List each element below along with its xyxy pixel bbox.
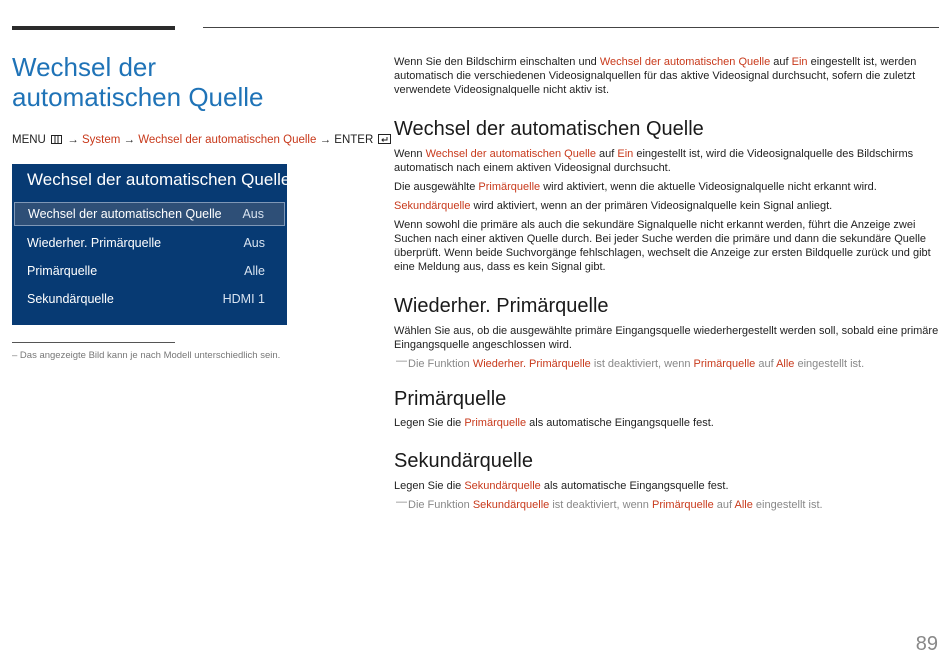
path-system: System xyxy=(81,134,121,146)
osd-row-primary-source-recovery[interactable] xyxy=(14,231,285,255)
section-heading-primary-source: Primärquelle xyxy=(394,388,507,410)
note-dash: ― xyxy=(396,496,407,508)
osd-row-value: HDMI 1 xyxy=(222,292,265,306)
note-dash: ― xyxy=(396,355,407,367)
paragraph: Wenn Wechsel der automatischen Quelle auf Ein eingestellt ist, wird die Videosignalquelle des Bildschirms automatisch nach einem aktiven Videosignal durchsucht. xyxy=(394,148,914,174)
page-title: Wechsel der automatischen Quelle xyxy=(12,52,264,112)
footnote-rule xyxy=(12,342,175,343)
osd-row-value: Alle xyxy=(244,264,265,278)
paragraph: Sekundärquelle wird aktiviert, wenn an der primären Videosignalquelle kein Signal anliegt. xyxy=(394,200,833,212)
enter-icon xyxy=(378,134,391,147)
osd-row-label: Primärquelle xyxy=(27,264,98,278)
header-rule-thin xyxy=(203,27,939,28)
osd-row-secondary-source[interactable] xyxy=(14,287,285,311)
menu-label: MENU xyxy=(12,134,46,146)
osd-row-auto-source-switch[interactable] xyxy=(14,202,285,226)
header-rule-dark xyxy=(12,26,175,30)
menu-path xyxy=(12,134,393,147)
osd-row-value: Aus xyxy=(242,207,264,221)
section-heading-secondary-source: Sekundärquelle xyxy=(394,450,533,472)
path-item: Wechsel der automatischen Quelle xyxy=(138,134,317,146)
osd-row-primary-source[interactable] xyxy=(14,259,285,283)
path-arrow: → xyxy=(319,134,332,146)
osd-row-label: Sekundärquelle xyxy=(27,292,114,306)
enter-label: ENTER xyxy=(334,134,374,146)
path-arrow: → xyxy=(67,134,79,146)
section-heading-auto-source: Wechsel der automatischen Quelle xyxy=(394,118,704,140)
path-arrow: → xyxy=(123,134,136,146)
paragraph: Wenn sowohl die primäre als auch die sekundäre Signalquelle nicht erkannt werden, führt die Anzeige zwei Suchen nach einer aktiven Quelle durch. Bei jeder Suche werden die primäre und dann die sekundäre Quelle überprüft. Wenn beide Suchvorgänge fehlschlagen, wechselt die Anzeige zur ersten Bildquelle zurück und gibt eine Meldung aus, dass es kein Signal gibt. xyxy=(394,219,931,273)
osd-menu xyxy=(12,164,291,325)
footnote: – Das angezeigte Bild kann je nach Modell unterschiedlich sein. xyxy=(12,350,281,361)
section-heading-primary-recovery: Wiederher. Primärquelle xyxy=(394,295,609,317)
page-number: 89 xyxy=(915,633,938,655)
note: ― Die Funktion Sekundärquelle ist deaktiviert, wenn Primärquelle auf Alle eingestellt ist. xyxy=(396,496,823,511)
menu-icon xyxy=(51,135,62,147)
osd-title: Wechsel der automatischen Quelle xyxy=(27,170,291,189)
paragraph: Legen Sie die Primärquelle als automatische Eingangsquelle fest. xyxy=(394,417,714,429)
intro-paragraph: Wenn Sie den Bildschirm einschalten und Wechsel der automatischen Quelle auf Ein eingestellt ist, werden automatisch die verschiedenen Videosignalquellen für das aktive Videosignal durchsucht, sofern die zuletzt verwendete Videosignalquelle nicht aktiv ist. xyxy=(394,56,917,96)
osd-row-label: Wiederher. Primärquelle xyxy=(27,236,162,250)
paragraph: Die ausgewählte Primärquelle wird aktiviert, wenn die aktuelle Videosignalquelle nicht erkannt wird. xyxy=(394,181,877,193)
paragraph: Wählen Sie aus, ob die ausgewählte primäre Eingangsquelle wiederhergestellt werden soll, sobald eine primäre Eingangsquelle angeschlossen wird. xyxy=(394,325,939,351)
osd-row-value: Aus xyxy=(243,236,265,250)
paragraph: Legen Sie die Sekundärquelle als automatische Eingangsquelle fest. xyxy=(394,480,729,492)
content-column xyxy=(394,55,939,517)
note: ― Die Funktion Wiederher. Primärquelle ist deaktiviert, wenn Primärquelle auf Alle eingestellt ist. xyxy=(396,355,865,370)
osd-row-label: Wechsel der automatischen Quelle xyxy=(28,207,222,221)
